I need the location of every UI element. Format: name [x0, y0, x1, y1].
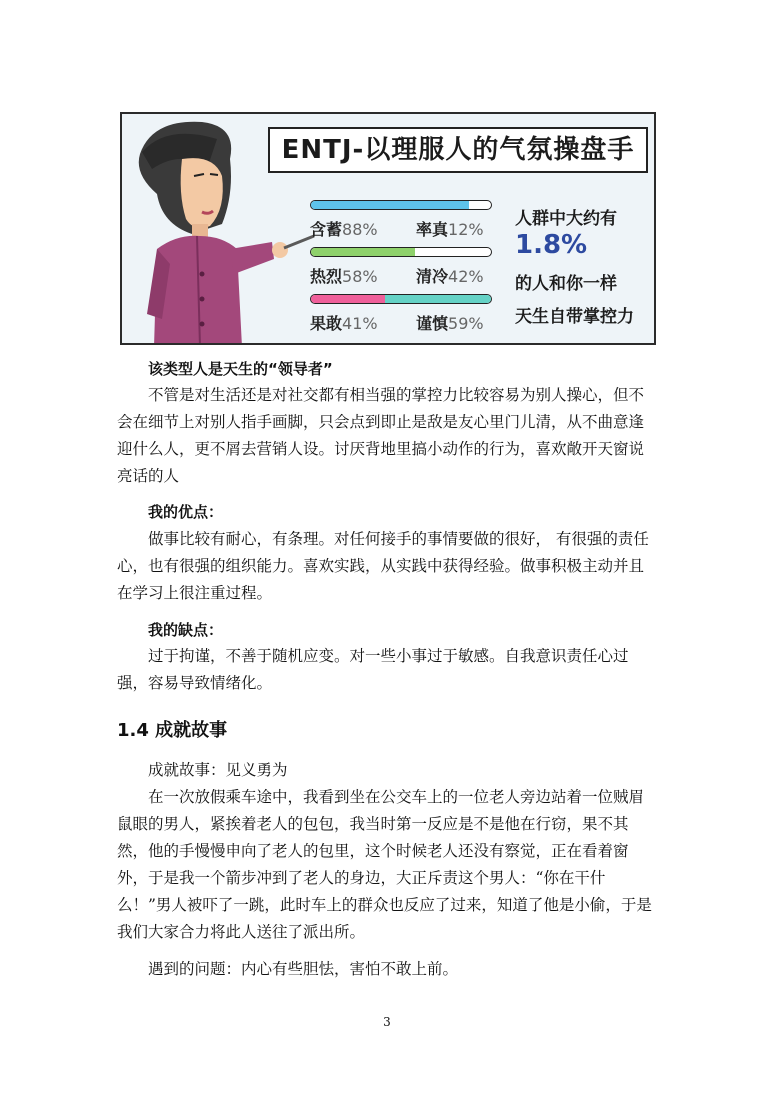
- weaknesses-heading: 我的缺点：: [148, 621, 224, 639]
- trait-row-bold-cautious: [310, 294, 494, 342]
- type-paragraph: 不管是对生活还是对社交都有相当强的掌控力比较容易为别人操心，但不会在细节上对别人指手画脚，只会点到即止是敌是友心里门儿清，从不曲意逢迎什么人，更不屑去营销人设。讨厌背地里搞小动作的行为，喜欢敞开天窗说亮话的人: [117, 386, 645, 485]
- stat-line-2: 的人和你一样: [515, 274, 617, 294]
- trait-right-label: 清冷42%: [416, 267, 484, 286]
- strengths-heading: 我的优点：: [148, 503, 224, 521]
- trait-bar: [310, 294, 492, 304]
- problem-paragraph: 遇到的问题：内心有些胆怯，害怕不敢上前。: [148, 960, 459, 978]
- stat-line-3: 天生自带掌控力: [515, 307, 634, 327]
- trait-left-label: 含蓄88%: [310, 220, 378, 239]
- trait-left-label: 果敢41%: [310, 314, 378, 333]
- strengths-paragraph: 做事比较有耐心，有条理。对任何接手的事情要做的很好， 有很强的责任心，也有很强的组织能力。喜欢实践，从实践中获得经验。做事积极主动并且在学习上很注重过程。: [117, 530, 649, 602]
- stat-line-1: 人群中大约有: [515, 209, 617, 229]
- trait-bar-left-fill: [311, 295, 385, 303]
- trait-bar: [310, 247, 492, 257]
- trait-right-label: 谨慎59%: [416, 314, 484, 333]
- type-heading: 该类型人是天生的“领导者”: [148, 360, 333, 378]
- story-title: 成就故事：见义勇为: [148, 761, 288, 779]
- trait-bar: [310, 200, 492, 210]
- page-number: 3: [383, 1015, 391, 1029]
- weaknesses-paragraph: 过于拘谨，不善于随机应变。对一些小事过于敏感。自我意识责任心过强，容易导致情绪化。: [117, 647, 629, 692]
- stat-value: 1.8%: [515, 230, 588, 260]
- entj-infographic: [120, 112, 656, 345]
- trait-bar-right-fill: [385, 295, 491, 303]
- trait-row-passionate-cool: [310, 247, 494, 295]
- trait-row-reserved-frank: [310, 200, 494, 248]
- section-heading: 1.4 成就故事: [117, 720, 228, 741]
- trait-bar-left-fill: [311, 201, 469, 209]
- trait-right-label: 率真12%: [416, 220, 484, 239]
- story-paragraph: 在一次放假乘车途中，我看到坐在公交车上的一位老人旁边站着一位贼眉鼠眼的男人，紧挨着老人的包包，我当时第一反应是不是他在行窃，果不其然，他的手慢慢申向了老人的包里，这个时候老人还没有察觉，正在看着窗外，于是我一个箭步冲到了老人的身边，大正斥责这个男人：“你在干什么！”男人被吓了一跳，此时车上的群众也反应了过来，知道了他是小偷，于是我们大家合力将此人送往了派出所。: [117, 788, 652, 941]
- infographic-title: ENTJ-以理服人的气氛操盘手: [268, 127, 648, 173]
- trait-left-label: 热烈58%: [310, 267, 378, 286]
- trait-bar-left-fill: [311, 248, 415, 256]
